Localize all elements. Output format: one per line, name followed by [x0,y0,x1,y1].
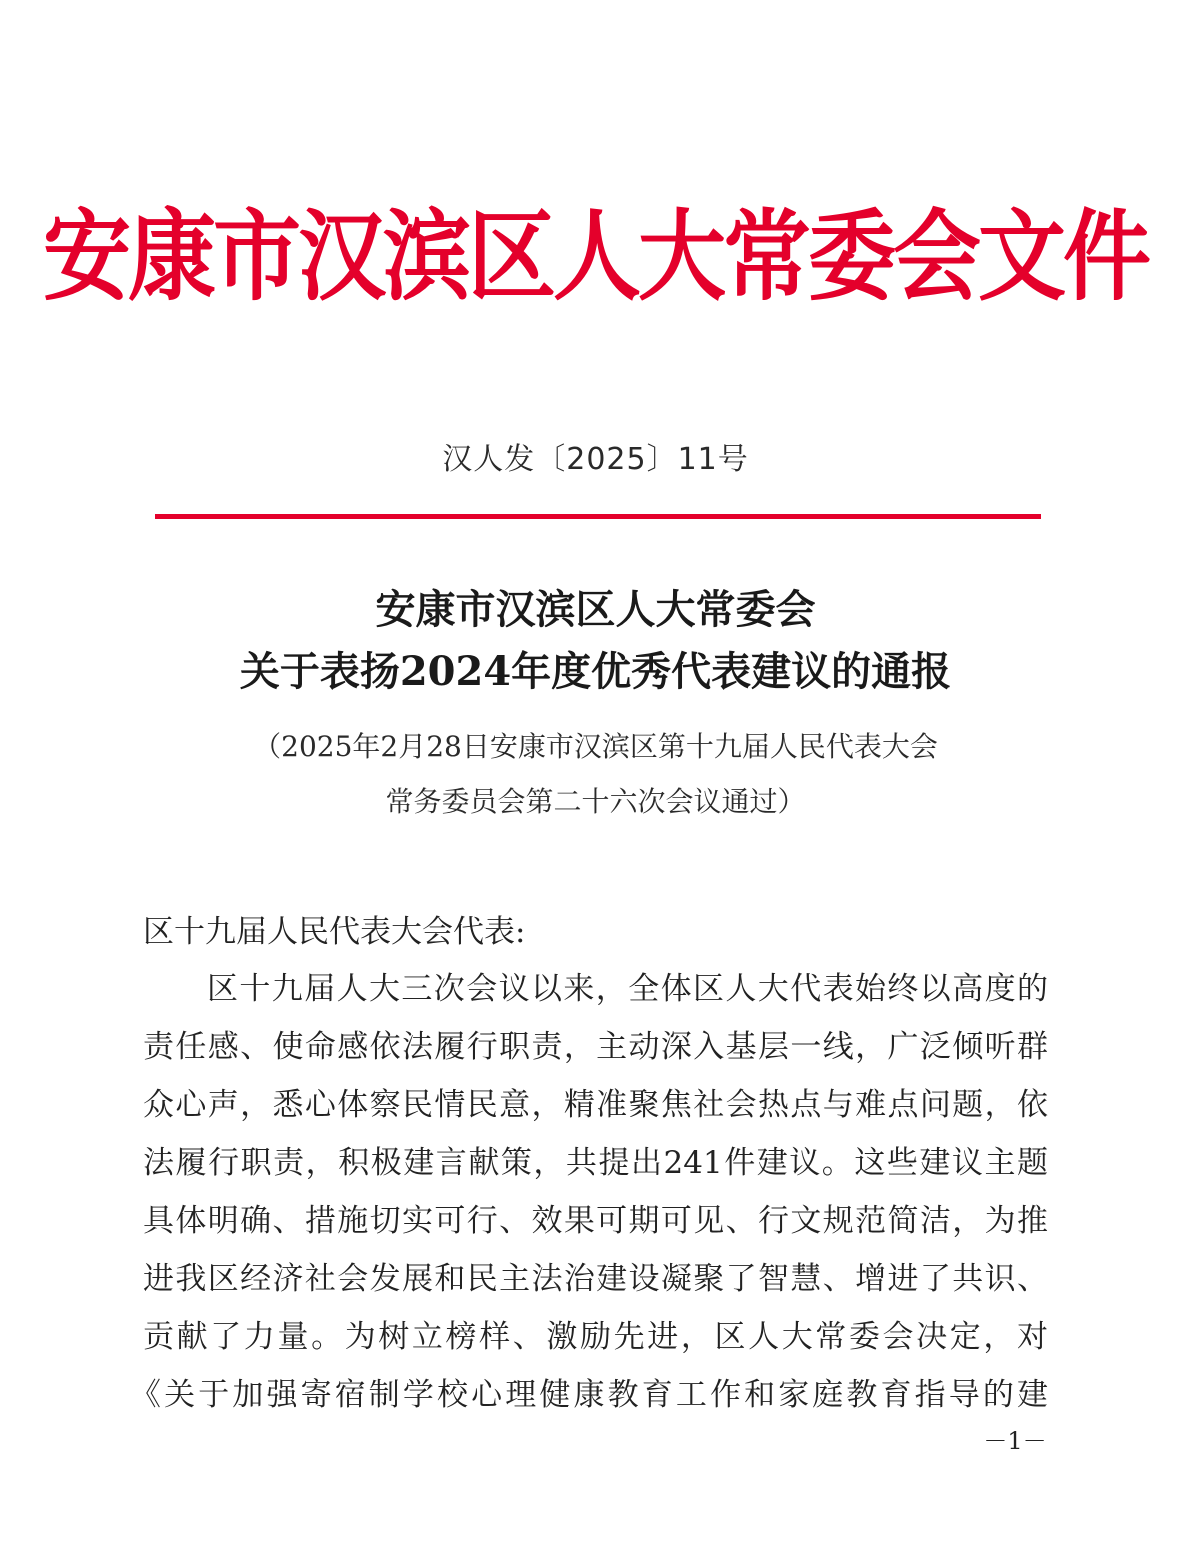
subtitle-line-2: 常务委员会第二十六次会议通过） [385,785,806,818]
body-text-line: 具体明确、措施切实可行、效果可期可见、行文规范简洁，为推 [143,1203,1048,1239]
document-number: 汉人发〔2025〕11号 [442,442,749,477]
subtitle-line-1: （2025年2月28日安康市汉滨区第十九届人民代表大会 [253,730,938,763]
document-masthead: 安康市汉滨区人大常委会文件 [42,204,1148,313]
body-text-line: 《关于加强寄宿制学校心理健康教育工作和家庭教育指导的建 [130,1377,1048,1413]
body-text-line: 贡献了力量。为树立榜样、激励先进，区人大常委会决定，对 [143,1319,1048,1355]
page-number: －1－ [983,1427,1047,1455]
red-divider-line [155,514,1041,519]
body-text-line: 进我区经济社会发展和民主法治建设凝聚了智慧、增进了共识、 [143,1261,1048,1297]
body-text-line: 众心声，悉心体察民情民意，精准聚焦社会热点与难点问题，依 [143,1087,1048,1123]
title-line-1: 安康市汉滨区人大常委会 [375,586,816,633]
body-text-line: 区十九届人大三次会议以来，全体区人大代表始终以高度的 [207,971,1048,1007]
body-text-line: 法履行职责，积极建言献策，共提出241件建议。这些建议主题 [143,1145,1048,1181]
body-text-line: 责任感、使命感依法履行职责，主动深入基层一线，广泛倾听群 [143,1029,1048,1065]
title-line-2: 关于表扬2024年度优秀代表建议的通报 [239,648,952,695]
salutation: 区十九届人民代表大会代表: [143,914,526,950]
